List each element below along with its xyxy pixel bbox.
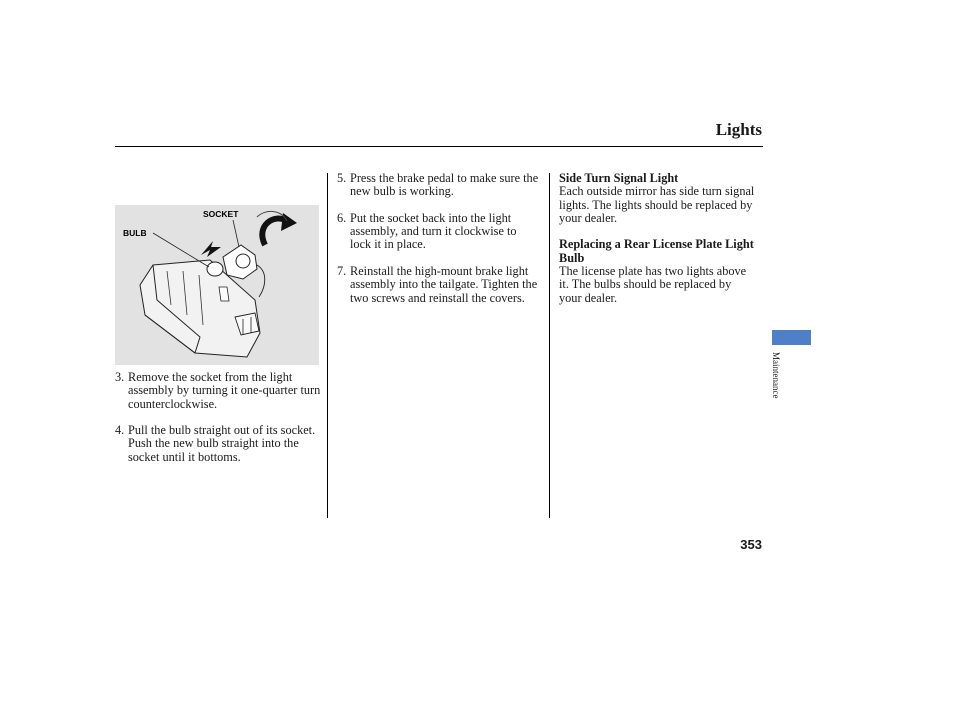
list-item: 3. Remove the socket from the light assembly by turning it one-quarter turn counterclockwise. [115,370,321,411]
column-right [559,172,755,318]
list-item: 7. Reinstall the high-mount brake light assembly into the tailgate. Tighten the two screws and reinstall the covers. [337,264,538,305]
section-heading: Side Turn Signal Light [559,171,679,185]
column-divider-2 [549,173,550,518]
section-body: The license plate has two lights above it. The bulbs should be replaced by your dealer. [559,264,747,305]
header-rule [115,146,763,147]
column-left [115,371,323,477]
step-text: Pull the bulb straight out of its socket. Push the new bulb straight into the socket until it bottoms. [128,423,316,464]
list-item: 5. Press the brake pedal to make sure the new bulb is working. [337,171,539,199]
socket-removal-illustration [115,205,319,365]
list-item: 6. Put the socket back into the light assembly, and turn it clockwise to lock it in place. [337,210,517,252]
bulb-label: BULB [123,228,147,238]
illustration-drawing [115,205,319,365]
section-label: Maintenance [771,352,781,399]
step-text: Press the brake pedal to make sure the new bulb is working. [350,171,539,199]
section-heading: Replacing a Rear License Plate Light Bulb [559,237,754,265]
column-middle [337,172,539,318]
step-text: Reinstall the high-mount brake light assembly into the tailgate. Tighten the two screws and reinstall the covers. [350,264,538,305]
page-title: Lights [715,120,762,139]
socket-label: SOCKET [203,209,239,219]
list-item: 4. Pull the bulb straight out of its socket. Push the new bulb straight into the socket until it bottoms. [115,423,316,464]
section-tab [772,330,811,345]
section-body: Each outside mirror has side turn signal lights. The lights should be replaced by your dealer. [559,184,755,225]
page-number: 353 [740,537,762,552]
step-text: Put the socket back into the light assembly, and turn it clockwise to lock it in place. [350,210,517,252]
column-divider-1 [327,173,328,518]
step-text: Remove the socket from the light assembly by turning it one-quarter turn counterclockwise. [128,370,321,411]
